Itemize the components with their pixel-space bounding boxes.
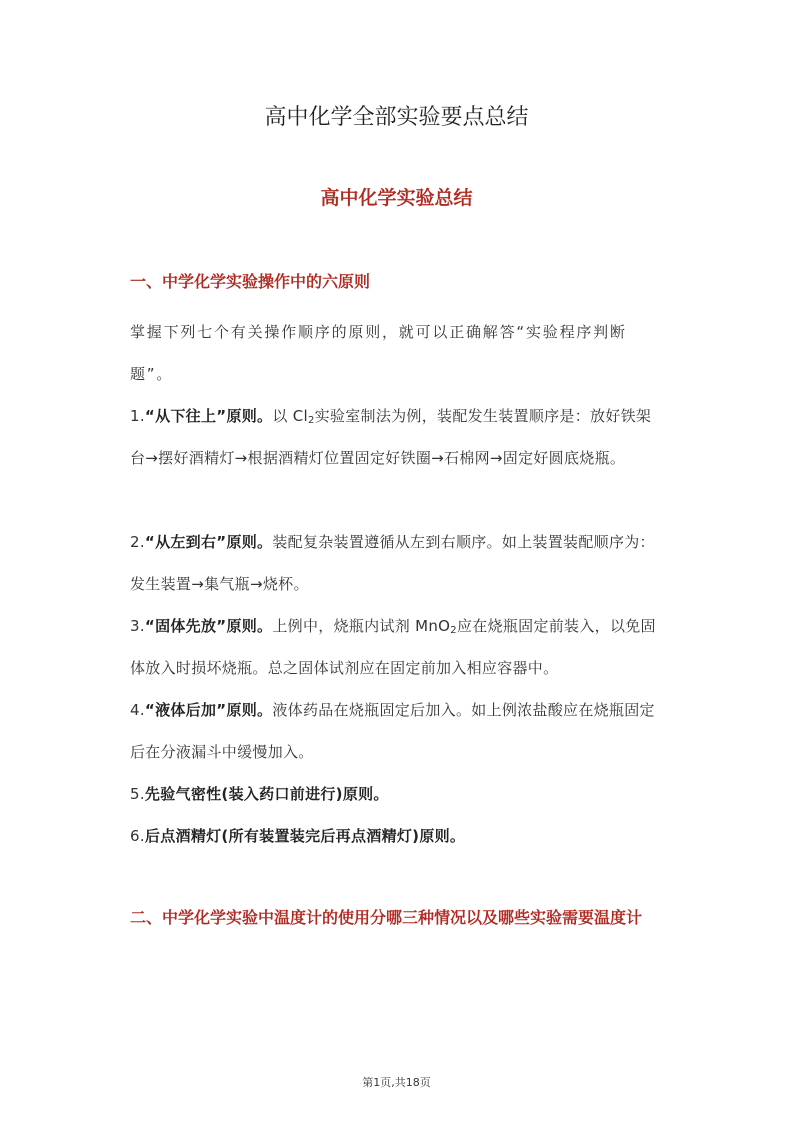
- subscript: 2: [307, 415, 315, 426]
- rule-name: 后点酒精灯(所有装置装完后再点酒精灯)原则。: [144, 827, 466, 845]
- rule-name: “固体先放”原则。: [144, 617, 273, 635]
- subscript: 2: [450, 625, 457, 636]
- rule-number: 5.: [130, 785, 145, 803]
- rule-text: 装配复杂装置遵循从左到右顺序。如上装置装配顺序为：发生装置→集气瓶→烧杯。: [130, 533, 655, 593]
- page-number: 第1页,共18页: [362, 1076, 431, 1089]
- rule-number: 2.: [130, 533, 145, 551]
- rule-number: 1.: [130, 407, 145, 425]
- rule-item-2: [130, 521, 665, 605]
- section-heading-principles: 一、中学化学实验操作中的六原则: [130, 272, 371, 291]
- rule-text: 液体药品在烧瓶固定后加入。如上例浓盐酸应在烧瓶固定后在分液漏斗中缓慢加入。: [130, 701, 655, 761]
- rule-text-pre: 上例中，烧瓶内试剂 MnO: [272, 617, 451, 635]
- section-heading-thermometer: 二、中学化学实验中温度计的使用分哪三种情况以及哪些实验需要温度计: [130, 908, 643, 927]
- rule-name: “液体后加”原则。: [144, 701, 273, 719]
- rule-name: “从左到右”原则。: [144, 533, 273, 551]
- intro-paragraph: 掌握下列七个有关操作顺序的原则，就可以正确解答“实验程序判断题”。: [130, 323, 627, 383]
- rule-item-1: [130, 395, 665, 479]
- document-title: 高中化学全部实验要点总结: [264, 105, 529, 130]
- rule-name: “从下往上”原则。: [144, 407, 273, 425]
- rule-text-post: 实验室制法为例，装配发生装置顺序是：放好铁架台→摆好酒精灯→根据酒精灯位置固定好铁圈→石棉网→固定好圆底烧瓶。: [130, 407, 652, 467]
- rule-item-3: [130, 605, 665, 689]
- rule-item-6: [130, 815, 665, 857]
- rule-number: 6.: [130, 827, 145, 845]
- rule-text-pre: 以 Cl: [272, 407, 308, 425]
- rule-item-5: [130, 773, 665, 815]
- rule-number: 4.: [130, 701, 145, 719]
- rule-number: 3.: [130, 617, 145, 635]
- rule-name: 先验气密性(装入药口前进行)原则。: [144, 785, 389, 803]
- rule-text-post: 应在烧瓶固定前装入，以免固体放入时损坏烧瓶。总之固体试剂应在固定前加入相应容器中。: [130, 617, 656, 677]
- rule-item-4: [130, 689, 665, 773]
- document-subtitle: 高中化学实验总结: [320, 187, 473, 209]
